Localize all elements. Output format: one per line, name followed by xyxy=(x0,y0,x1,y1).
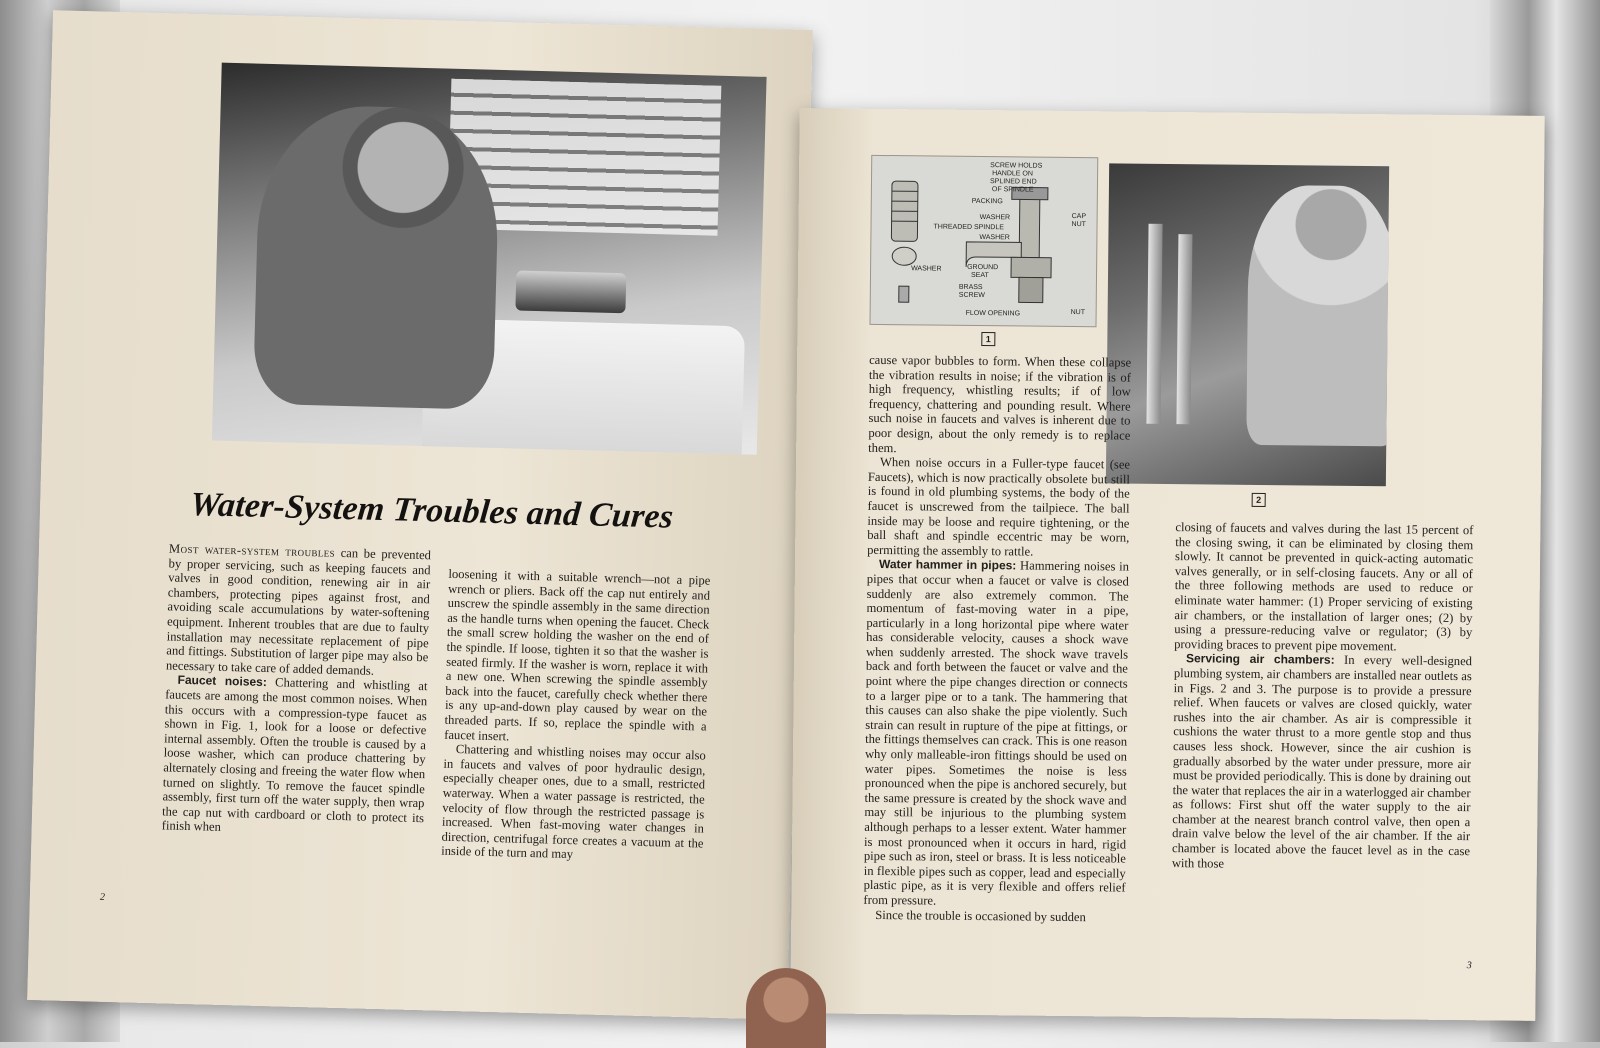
label-threaded-spindle: THREADED SPINDLE xyxy=(933,224,1004,232)
label-handle-on: HANDLE ON xyxy=(992,170,1033,177)
intro-text: can be prevented by proper servicing, such as keeping faucets and valves in good condition, renewing air in air chambers, protecting pipes against frost, and avoiding scale accumulations by water-softening equipment. Inherent troubles that are due to faulty installation may necessitate replacement of pipe and fittings. Substitution of larger pipe may also be necessary to take care of added demands. xyxy=(166,546,431,678)
figure-1-number: 1 xyxy=(981,332,995,346)
label-of-spindle: OF SPINDLE xyxy=(992,186,1034,193)
label-ground: GROUND xyxy=(967,264,998,271)
photo-worker-figure xyxy=(1246,185,1389,447)
label-washer-left: WASHER xyxy=(911,265,942,272)
air-chambers-text: In every well-designed plumbing system, air chambers are installed near outlets as in Figs. 2 and 3. The purpose is to provide a pressure relief. When faucets or valves are closed quickly, water rushes into the air chamber. As air is compressible it cushions the water thrust to a more gentle stop and thus causes less shock. However, since the air cushion is gradually absorbed by the water under pressure, more air must be provided periodically. This is done by draining out the water that replaces the air in a waterlogged air chamber as follows: First shut off the water supply to the air chamber at the nearest branch control valve, then open a drain valve below the level of the air chamber. If the air chamber is located above the faucet level as in the case with those xyxy=(1172,653,1472,870)
photo-faucet xyxy=(515,270,626,313)
label-screw-holds: SCREW HOLDS xyxy=(990,162,1043,170)
left-page xyxy=(27,10,813,1020)
label-flow-opening: FLOW OPENING xyxy=(966,310,1021,318)
column2-paragraph-1: loosening it with a suitable wrench—not a pipe wrench or pliers. Back off the cap nut entirely and unscrew the spindle assembly in the same direction as the handle turns when opening the faucet. Check the small screw holding the washer on the end of the spindle. If loose, tighten it so that the washer is seated firmly. If the washer is worn, replace it with a new one. When screwing the spindle assembly back into the faucet, carefully check whether there is any up-and-down play caused by wear on the threaded parts. If so, replace the spindle with a faucet insert. xyxy=(444,567,710,749)
figure-1-faucet-diagram xyxy=(869,155,1098,327)
label-splined-end: SPLINED END xyxy=(990,178,1037,185)
article-column-2 xyxy=(441,567,711,866)
column3-paragraph-1: cause vapor bubbles to form. When these collapse the vibration results in noise; if the vibration is of high frequency, whistling results; if of low frequency, chattering and pounding result. Where such noise in faucets and valves is inherent due to poor design, about the only remedy is to replace them. xyxy=(868,353,1131,458)
faucet-cutaway-drawing xyxy=(871,156,1098,326)
label-screw: SCREW xyxy=(959,292,986,299)
photo-man-figure xyxy=(253,104,501,410)
photo-pipe-left xyxy=(1146,224,1162,424)
label-cap-nut: NUT xyxy=(1072,221,1087,228)
figure-2-number: 2 xyxy=(1252,493,1266,507)
label-packing: PACKING xyxy=(972,198,1003,205)
water-hammer-text: Hammering noises in pipes that occur when a faucet or valve is closed suddenly are also extremely common. The momentum of fast-moving water in a pipe, particularly in a long horizontal pipe where water has considerable velocity, causes a shock wave when suddenly arrested. The shock wave travels back and forth between the faucet or valve and the point where the pipe changes direction or connects to a larger pipe or to a tank. The hammering that this causes can also shake the pipe violently. Such strain can result in rupture of the pipe at fittings, or the fittings themselves can crack. This is one reason why only malleable-iron fittings should be used on water pipes. Sometimes the noise is less pronounced when the pipe is anchored securely, but the same pressure is created by the shock wave and may still be injurious to the plumbing system although perhaps to a lesser extent. Water hammer is most pronounced when it occurs in hard, rigid pipe such as iron, steel or brass. It is less noticeable in flexible pipes such as copper, lead and especially plastic pipe, as it is very flexible and offers relief from pressure. xyxy=(863,559,1129,908)
water-hammer-paragraph xyxy=(863,557,1129,910)
column3-paragraph-4: Since the trouble is occasioned by sudden xyxy=(863,907,1125,924)
page-number-left: 2 xyxy=(100,892,105,903)
article-title: Water-System Troubles and Cures xyxy=(188,486,731,538)
label-nut: NUT xyxy=(1071,309,1086,316)
label-washer-mid: WASHER xyxy=(979,234,1010,241)
faucet-noises-text: Chattering and whistling at faucets are among the most common noises. When this occurs with a compression-type faucet as shown in Fig. 1, look for a loose or defective internal assembly. Often the trouble is caused by a loose washer, which can produce chattering by alternately closing and freeing the water flow when turned on slightly. To remove the faucet spindle assembly, first turn off the water supply, then wrap the cap nut with cardboard or cloth to protect its finish when xyxy=(162,675,428,834)
photo-pipe-right xyxy=(1176,234,1192,424)
faucet-noises-paragraph xyxy=(162,673,428,840)
article-column-4 xyxy=(1172,520,1474,873)
air-chambers-paragraph xyxy=(1172,651,1472,873)
label-brass: BRASS xyxy=(959,284,983,291)
photo-man-at-sink xyxy=(212,63,767,455)
label-washer-top: WASHER xyxy=(980,214,1011,221)
intro-paragraph xyxy=(166,541,431,679)
page-number-right: 3 xyxy=(1467,960,1472,971)
water-hammer-heading: Water hammer in pipes: xyxy=(879,557,1016,572)
air-chambers-heading: Servicing air chambers: xyxy=(1186,652,1335,668)
label-cap: CAP xyxy=(1072,213,1087,220)
lead-in-smallcaps: Most water-system troubles xyxy=(169,541,335,559)
article-column-1 xyxy=(162,541,432,840)
column4-paragraph-1: closing of faucets and valves during the last 15 percent of the closing swing, it can be eliminated by closing them slowly. It cannot be prevented in quick-acting automatic valves generally, or in self-closing faucets. Any or all of the three following methods are used to reduce or eliminate water hammer: (1) Proper servicing of existing air chambers, or the installation of larger ones; (2) by using a pressure-reducing valve or regulator; (3) by providing braces to prevent pipe movement. xyxy=(1174,520,1473,654)
photo-man-with-pipe-wrench xyxy=(1106,163,1389,486)
column3-paragraph-2: When noise occurs in a Fuller-type faucet (see Faucets), which is now practically obsolete but still is found in old plumbing systems, the body of the faucet is unscrewed from the tailpiece. The ball inside may be loose and require tightening, or the ball shaft and spindle eccentric may be worn, permitting the assembly to rattle. xyxy=(867,455,1130,560)
label-seat: SEAT xyxy=(971,272,990,279)
right-page xyxy=(790,108,1544,1021)
thumb-holding-page xyxy=(746,968,826,1048)
article-column-3 xyxy=(863,353,1131,925)
faucet-noises-heading: Faucet noises: xyxy=(177,673,267,689)
column2-paragraph-2: Chattering and whistling noises may occur also in faucets and valves of poor hydraulic design, especially cheaper ones, due to a small, restricted waterway. When a water passage is restricted, the velocity of flow through the restricted passage is increased. When fast-moving water changes in direction, centrifugal force creates a vacuum at the inside of the turn and may xyxy=(441,742,706,866)
